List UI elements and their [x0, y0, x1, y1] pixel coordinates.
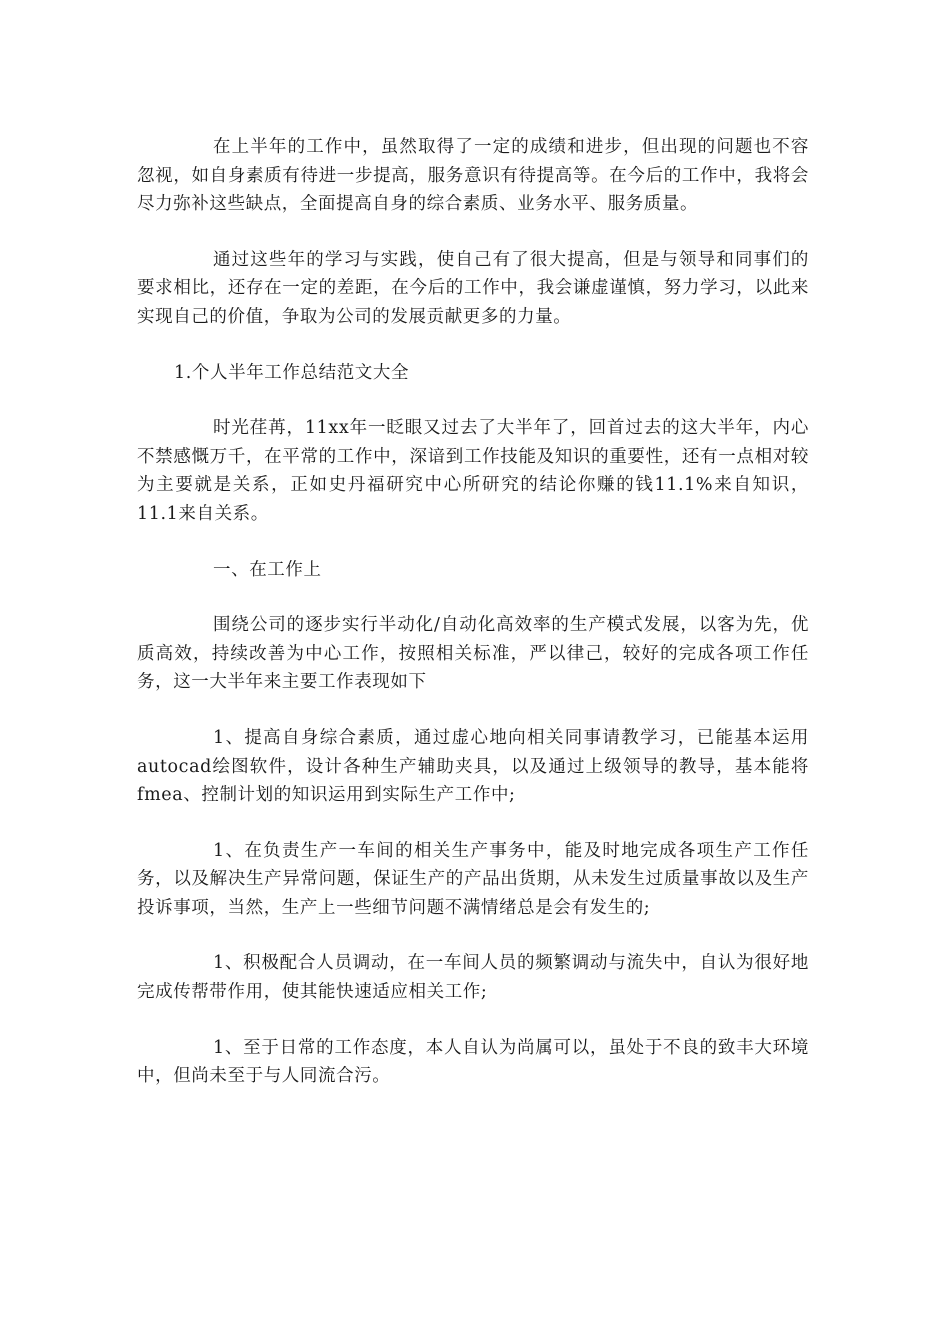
paragraph-2: 通过这些年的学习与实践，使自己有了很大提高，但是与领导和同事们的要求相比，还存在一定的差距，在今后的工作中，我会谦虚谨慎，努力学习，以此来实现自己的价值，争取为公司的发展贡献更多的力量。 [137, 249, 809, 327]
list-item-2: 1、在负责生产一车间的相关生产事务中，能及时地完成各项生产工作任务，以及解决生产异常问题，保证生产的产品出货期，从未发生过质量事故以及生产投诉事项，当然，生产上一些细节问题不满情绪总是会有发生的; [137, 840, 809, 918]
subheading-work: 一、在工作上 [213, 559, 322, 580]
paragraph-1: 在上半年的工作中，虽然取得了一定的成绩和进步，但出现的问题也不容忽视，如自身素质有待进一步提高，服务意识有待提高等。在今后的工作中，我将会尽力弥补这些缺点，全面提高自身的综合素质、业务水平、服务质量。 [137, 137, 809, 215]
paragraph-3: 时光荏苒，11xx年一眨眼又过去了大半年了，回首过去的这大半年，内心不禁感慨万千，在平常的工作中，深谙到工作技能及知识的重要性，还有一点相对较为主要就是关系，正如史丹福研究中心所研究的结论你赚的钱11.1%来自知识，11.1来自关系。 [137, 418, 809, 524]
section-heading: 1.个人半年工作总结范文大全 [174, 362, 410, 383]
list-item-1: 1、提高自身综合素质，通过虚心地向相关同事请教学习，已能基本运用autocad绘图软件，设计各种生产辅助夹具，以及通过上级领导的教导，基本能将fmea、控制计划的知识运用到实际生产工作中; [137, 727, 809, 806]
list-item-4: 1、至于日常的工作态度，本人自认为尚属可以，虽处于不良的致丰大环境中，但尚未至于与人同流合污。 [137, 1037, 809, 1087]
list-item-3: 1、积极配合人员调动，在一车间人员的频繁调动与流失中，自认为很好地完成传帮带作用，使其能快速适应相关工作; [137, 953, 809, 1003]
document-body [137, 133, 809, 1118]
paragraph-4: 围绕公司的逐步实行半动化/自动化高效率的生产模式发展，以客为先，优质高效，持续改善为中心工作，按照相关标准，严以律己，较好的完成各项工作任务，这一大半年来主要工作表现如下 [137, 615, 809, 693]
